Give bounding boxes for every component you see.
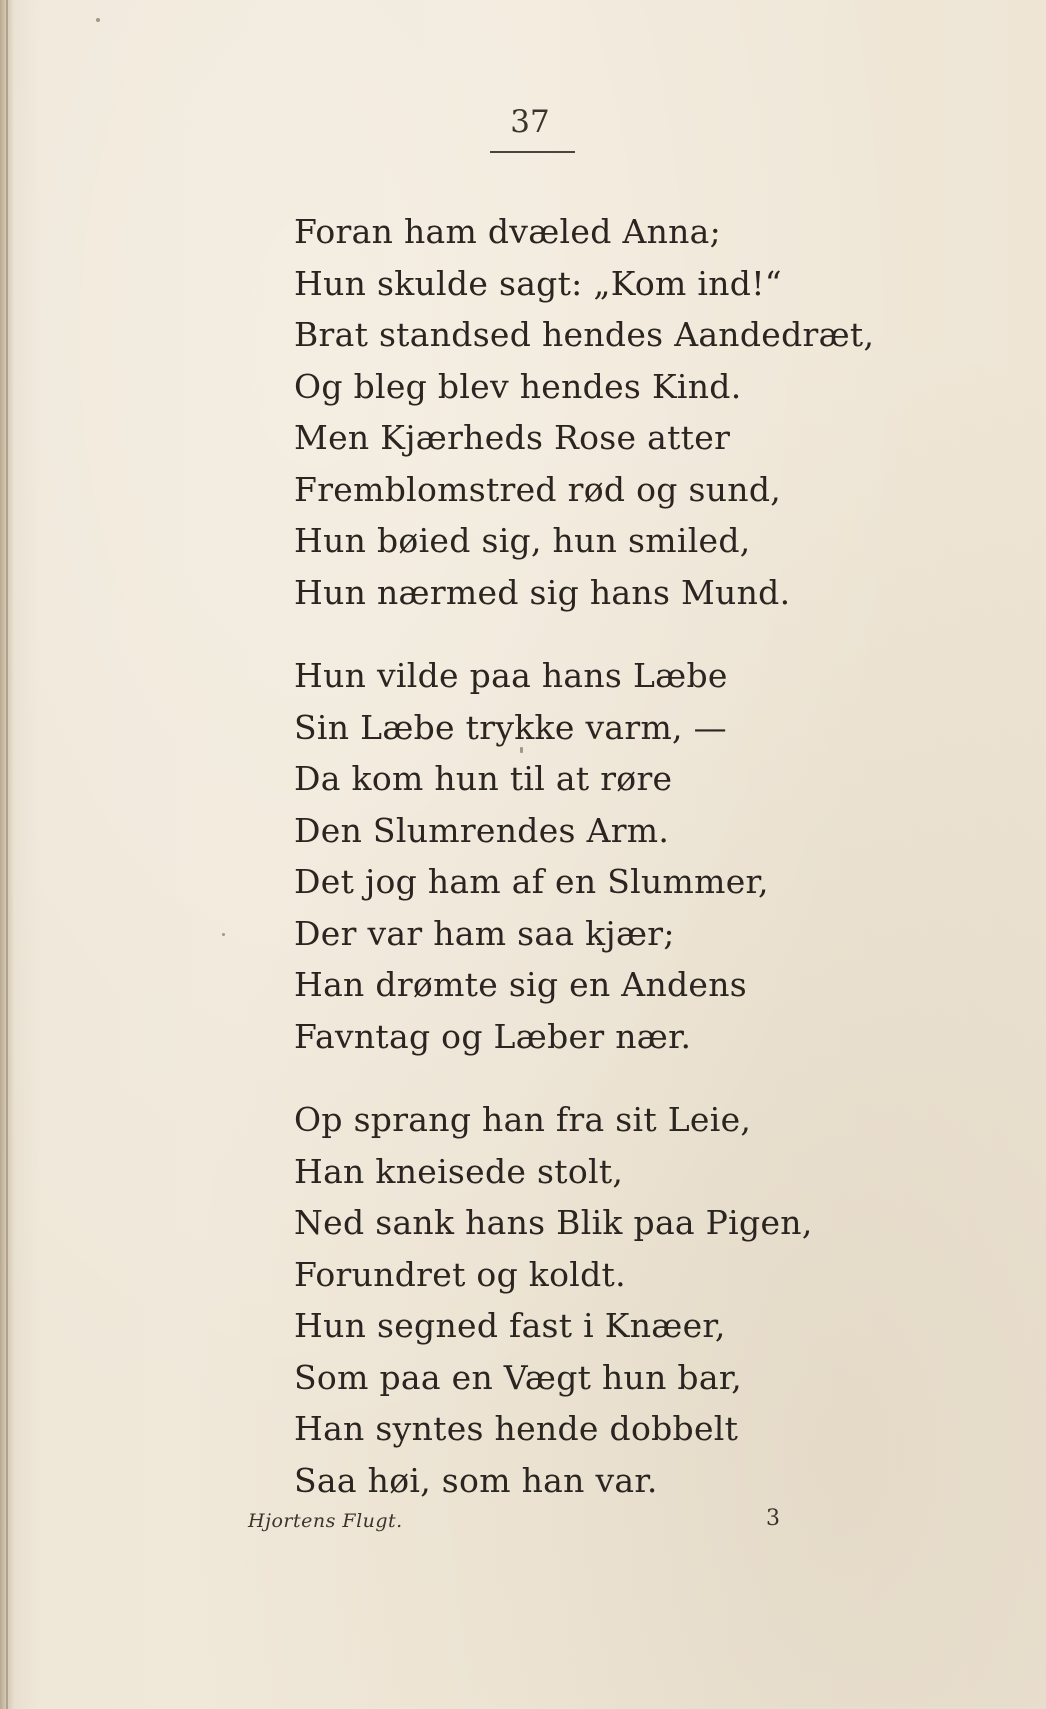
poem-line: Hun vilde paa hans Læbe: [294, 656, 728, 695]
poem-line: Hun bøied sig, hun smiled,: [294, 521, 751, 560]
poem-line: Det jog ham af en Slummer,: [294, 862, 769, 901]
stanza-3: [294, 1094, 814, 1506]
gutter-edge: [6, 0, 8, 1709]
sheet-number: 3: [766, 1506, 780, 1531]
poem-line: Hun nærmed sig hans Mund.: [294, 572, 791, 612]
stanza-2: [294, 650, 814, 1062]
page-number: 37: [510, 104, 550, 140]
poem-line: Fremblomstred rød og sund,: [294, 469, 782, 509]
poem-line: Forundret og koldt.: [294, 1254, 626, 1294]
paper-speck: [96, 18, 100, 22]
poem-line: Saa høi, som han var.: [294, 1460, 658, 1500]
poem-line: Han kneisede stolt,: [294, 1151, 624, 1191]
stanza-1: [294, 206, 875, 618]
poem-line: Men Kjærheds Rose atter: [294, 418, 731, 457]
poem-line: Hun segned fast i Knæer,: [294, 1306, 726, 1345]
header-rule: [490, 151, 575, 153]
paper-speck: [520, 747, 523, 753]
poem-line: Som paa en Vægt hun bar,: [294, 1357, 743, 1397]
poem-line: Op sprang han fra sit Leie,: [294, 1100, 752, 1139]
poem-line: Han drømte sig en Andens: [294, 965, 748, 1004]
paper-speck: [222, 933, 225, 936]
poem-line: Den Slumrendes Arm.: [294, 810, 670, 850]
poem-line: Og bleg blev hendes Kind.: [294, 366, 742, 406]
poem-line: Favntag og Læber nær.: [294, 1016, 692, 1056]
poem-line: Foran ham dvæled Anna;: [294, 212, 722, 251]
poem-line: Der var ham saa kjær;: [294, 913, 675, 953]
poem-line: Brat standsed hendes Aandedræt,: [294, 315, 875, 354]
poem-line: Hun skulde sagt: „Kom ind!“: [294, 263, 782, 303]
signature-mark: Hjortens Flugt.: [248, 1510, 403, 1532]
poem-line: Han syntes hende dobbelt: [294, 1409, 739, 1448]
poem-line: Sin Læbe trykke varm, —: [294, 707, 727, 747]
poem-line: Da kom hun til at røre: [294, 759, 673, 798]
poem-line: Ned sank hans Blik paa Pigen,: [294, 1203, 813, 1242]
